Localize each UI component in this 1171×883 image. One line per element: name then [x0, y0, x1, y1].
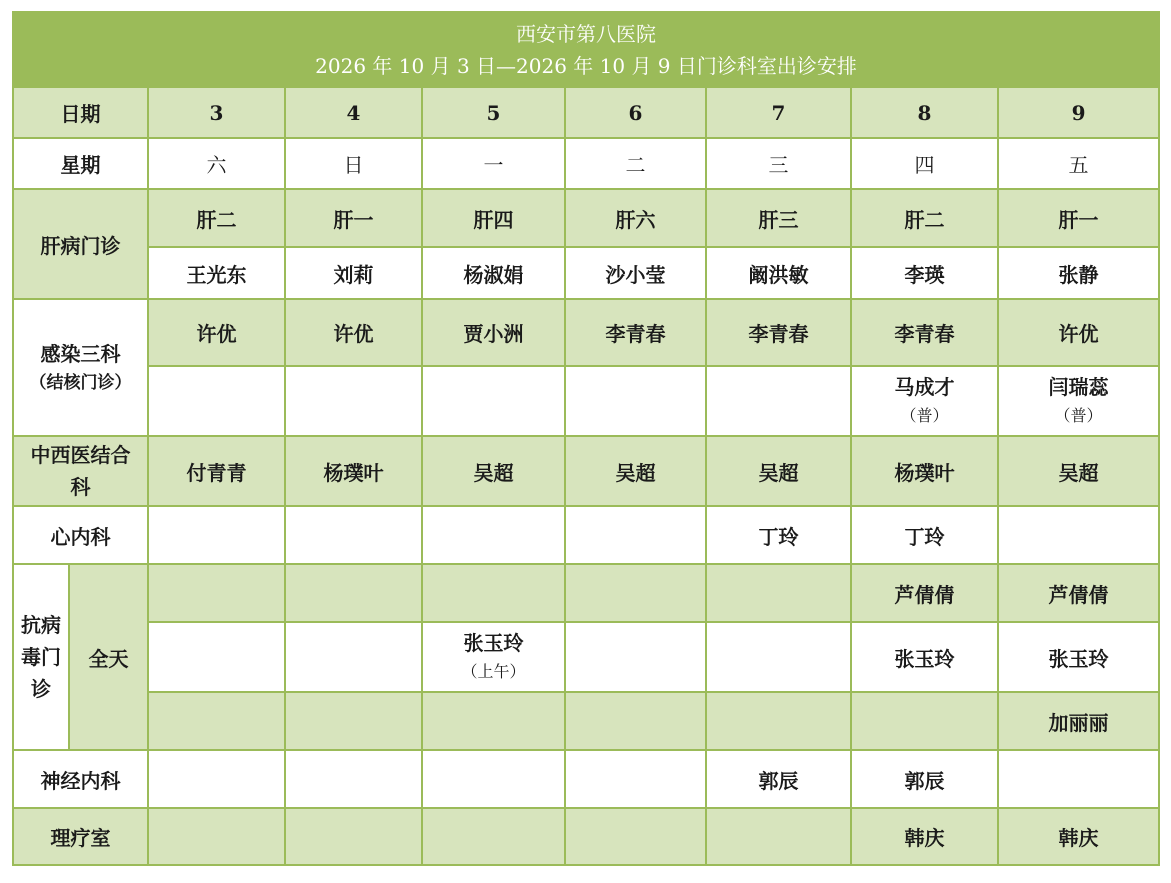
infection-row-2: [13, 366, 1159, 436]
doctor-cell: [285, 506, 422, 564]
general-clinic-note: （普）: [1054, 406, 1103, 425]
doctor-cell: [148, 366, 285, 436]
doctor-cell: 李青春: [565, 299, 706, 366]
doctor-cell: 阚洪敏: [706, 247, 851, 299]
clinic-room-cell: 肝四: [422, 189, 565, 247]
doctor-cell: 张玉玲: [998, 622, 1159, 692]
date-cell: 5: [422, 87, 565, 138]
doctor-name: 马成才: [894, 375, 955, 399]
tcm-dept-name-line1: 中西医结合: [30, 443, 131, 467]
clinic-room-cell: 肝六: [565, 189, 706, 247]
doctor-cell: 丁玲: [706, 506, 851, 564]
doctor-cell: 加丽丽: [998, 692, 1159, 750]
weekday-row: [13, 138, 1159, 189]
doctor-cell: [998, 366, 1159, 436]
doctor-name: 闫瑞蕊: [1048, 375, 1109, 399]
doctor-cell: [565, 750, 706, 808]
date-cell: 4: [285, 87, 422, 138]
date-cell: 9: [998, 87, 1159, 138]
doctor-cell: [706, 692, 851, 750]
doctor-cell: 杨璞叶: [851, 436, 998, 506]
antiviral-label-line1: 抗病: [21, 613, 61, 637]
tcm-row: [13, 436, 1159, 506]
doctor-cell: [285, 622, 422, 692]
doctor-cell: 许优: [998, 299, 1159, 366]
liver-doctor-row: [13, 247, 1159, 299]
weekday-cell: 六: [148, 138, 285, 189]
antiviral-row-2: [13, 622, 1159, 692]
clinic-room-cell: 肝三: [706, 189, 851, 247]
weekday-cell: 日: [285, 138, 422, 189]
doctor-cell: 李瑛: [851, 247, 998, 299]
doctor-cell: [998, 750, 1159, 808]
hospital-name: 西安市第八医院: [516, 21, 657, 46]
date-row: [13, 87, 1159, 138]
liver-clinic-row: [13, 189, 1159, 247]
doctor-cell: [565, 564, 706, 622]
antiviral-label-line3: 诊: [31, 677, 51, 701]
doctor-cell: [706, 366, 851, 436]
doctor-cell: 许优: [285, 299, 422, 366]
tcm-dept-label: [13, 436, 148, 506]
antiviral-period: 全天: [69, 564, 148, 750]
date-cell: 7: [706, 87, 851, 138]
doctor-cell: 吴超: [422, 436, 565, 506]
doctor-cell: [565, 808, 706, 865]
doctor-cell: 芦倩倩: [998, 564, 1159, 622]
tb-clinic-sublabel: （结核门诊）: [29, 372, 132, 393]
doctor-cell: 杨淑娟: [422, 247, 565, 299]
date-label: 日期: [13, 87, 148, 138]
doctor-cell: [285, 564, 422, 622]
weekday-cell: 二: [565, 138, 706, 189]
doctor-cell: 刘莉: [285, 247, 422, 299]
antiviral-dept-label: [13, 564, 69, 750]
doctor-cell: [422, 750, 565, 808]
antiviral-row-1: [13, 564, 1159, 622]
clinic-room-cell: 肝一: [998, 189, 1159, 247]
tcm-dept-name-line2: 科: [70, 475, 91, 499]
doctor-cell: [706, 622, 851, 692]
schedule-period: 2026 年 10 月 3 日—2026 年 10 月 9 日门诊科室出诊安排: [315, 53, 857, 78]
doctor-cell: [565, 622, 706, 692]
doctor-cell: 丁玲: [851, 506, 998, 564]
neuro-dept-label: 神经内科: [13, 750, 148, 808]
date-cell: 3: [148, 87, 285, 138]
doctor-cell: [148, 506, 285, 564]
doctor-cell: [148, 692, 285, 750]
liver-dept-label: 肝病门诊: [13, 189, 148, 299]
weekday-label: 星期: [13, 138, 148, 189]
doctor-cell: 韩庆: [851, 808, 998, 865]
doctor-cell: 张玉玲: [851, 622, 998, 692]
doctor-cell: [285, 692, 422, 750]
doctor-cell: [285, 366, 422, 436]
doctor-cell: 贾小洲: [422, 299, 565, 366]
doctor-cell: [565, 506, 706, 564]
cardio-row: [13, 506, 1159, 564]
weekday-cell: 一: [422, 138, 565, 189]
general-clinic-note: （普）: [900, 406, 949, 425]
date-cell: 6: [565, 87, 706, 138]
doctor-cell: 韩庆: [998, 808, 1159, 865]
clinic-room-cell: 肝一: [285, 189, 422, 247]
doctor-cell: [422, 622, 565, 692]
table-title: [13, 12, 1159, 87]
antiviral-label-line2: 毒门: [21, 645, 61, 669]
physio-row: [13, 808, 1159, 865]
doctor-cell: 郭辰: [851, 750, 998, 808]
doctor-cell: 吴超: [706, 436, 851, 506]
clinic-schedule-table: [12, 11, 1160, 866]
antiviral-row-3: [13, 692, 1159, 750]
doctor-cell: [285, 808, 422, 865]
weekday-cell: 五: [998, 138, 1159, 189]
doctor-cell: [148, 808, 285, 865]
doctor-cell: [148, 750, 285, 808]
doctor-cell: 杨璞叶: [285, 436, 422, 506]
doctor-cell: [998, 506, 1159, 564]
schedule-container: [12, 11, 1158, 871]
doctor-cell: [851, 366, 998, 436]
doctor-cell: 王光东: [148, 247, 285, 299]
doctor-cell: 张静: [998, 247, 1159, 299]
clinic-room-cell: 肝二: [148, 189, 285, 247]
doctor-cell: 吴超: [998, 436, 1159, 506]
neuro-row: [13, 750, 1159, 808]
doctor-cell: 芦倩倩: [851, 564, 998, 622]
doctor-cell: [565, 366, 706, 436]
weekday-cell: 三: [706, 138, 851, 189]
physio-dept-label: 理疗室: [13, 808, 148, 865]
doctor-cell: [422, 692, 565, 750]
doctor-cell: 沙小莹: [565, 247, 706, 299]
doctor-cell: [422, 366, 565, 436]
clinic-room-cell: 肝二: [851, 189, 998, 247]
doctor-cell: [706, 808, 851, 865]
doctor-cell: [285, 750, 422, 808]
doctor-cell: [422, 808, 565, 865]
doctor-cell: 付青青: [148, 436, 285, 506]
doctor-cell: 李青春: [706, 299, 851, 366]
doctor-cell: [422, 564, 565, 622]
doctor-cell: [851, 692, 998, 750]
doctor-name: 张玉玲: [463, 631, 524, 655]
doctor-cell: [148, 564, 285, 622]
morning-note: （上午）: [461, 662, 526, 681]
doctor-cell: 李青春: [851, 299, 998, 366]
infection-dept-name: 感染三科: [40, 341, 121, 366]
date-cell: 8: [851, 87, 998, 138]
cardio-dept-label: 心内科: [13, 506, 148, 564]
doctor-cell: 许优: [148, 299, 285, 366]
weekday-cell: 四: [851, 138, 998, 189]
doctor-cell: 郭辰: [706, 750, 851, 808]
doctor-cell: [706, 564, 851, 622]
doctor-cell: [422, 506, 565, 564]
infection-dept-label: [13, 299, 148, 436]
doctor-cell: [565, 692, 706, 750]
doctor-cell: [148, 622, 285, 692]
doctor-cell: 吴超: [565, 436, 706, 506]
infection-row-1: [13, 299, 1159, 366]
